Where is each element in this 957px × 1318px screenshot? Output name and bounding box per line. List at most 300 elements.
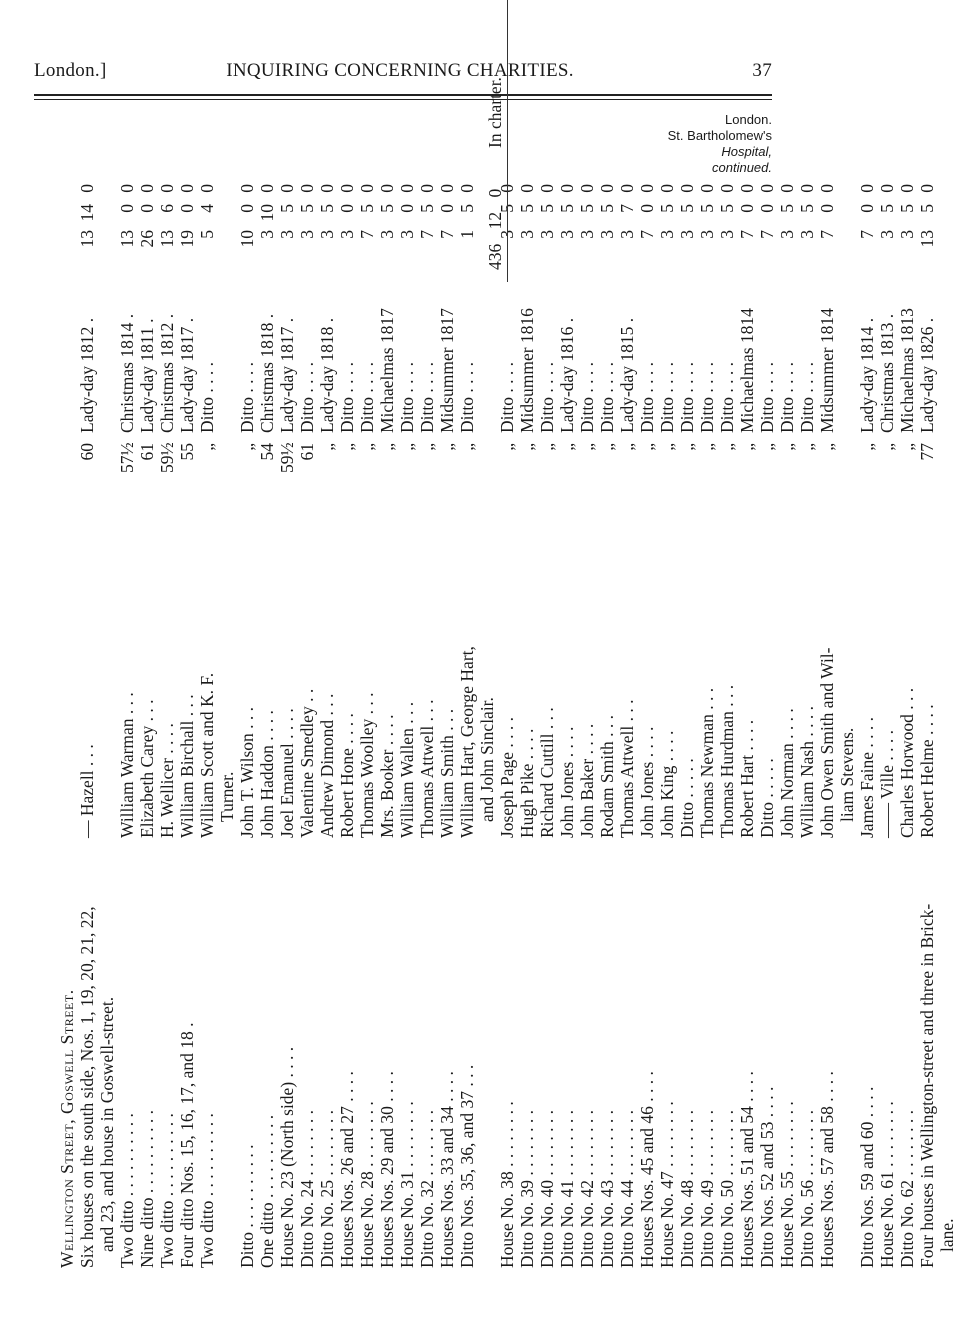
rent-pence-cell: 0	[617, 184, 637, 193]
rent-pounds-cell: 3	[777, 230, 797, 239]
lease-date-cell: Lady-day 1817 .	[277, 317, 297, 433]
table-row	[117, 68, 137, 1268]
lessee-cell: Valentine Smedley . .	[297, 688, 317, 838]
lease-date-cell: Ditto . . . .	[597, 362, 617, 433]
rent-pence-cell: 0	[597, 184, 617, 193]
table-row	[917, 68, 937, 1268]
table-row	[737, 68, 757, 1268]
premises-cell: Houses Nos. 45 and 46 . . . .	[637, 1071, 657, 1268]
term-cell: „	[757, 443, 777, 451]
rent-pounds-cell: 3	[797, 230, 817, 239]
table-row	[777, 68, 797, 1268]
term-cell: „	[637, 443, 657, 451]
lease-date-cell: Michaelmas 1813	[897, 308, 917, 433]
premises-cell: Two ditto . . . . . . . . . .	[197, 1113, 217, 1268]
term-cell: „	[437, 443, 457, 451]
rent-shillings-cell: 5	[357, 204, 377, 213]
table-row	[337, 68, 357, 1268]
lessee-cell: Joel Emanuel . . . .	[277, 708, 297, 838]
rent-shillings-cell: 5	[657, 204, 677, 213]
premises-cell: Wellington Street, Goswell Street.	[57, 989, 77, 1268]
rent-pence-cell: 0	[397, 184, 417, 193]
term-cell: „	[697, 443, 717, 451]
lessee-cell: John Haddon . . . .	[257, 710, 277, 838]
total-group	[485, 189, 506, 270]
term-cell: „	[877, 443, 897, 451]
rent-pounds-cell: 3	[317, 230, 337, 239]
rent-pounds-cell: 7	[817, 230, 837, 239]
rent-pounds-cell: 7	[857, 230, 877, 239]
lessee-cell: and John Sinclair.	[477, 697, 497, 822]
lessee-cell: Hugh Pike . . . .	[517, 728, 537, 838]
lessee-cell: John Norman . . . .	[777, 708, 797, 838]
rent-pence-cell: 0	[157, 184, 177, 193]
term-cell: 57½	[117, 442, 137, 473]
table-row	[617, 68, 637, 1268]
term-cell: „	[537, 443, 557, 451]
rent-shillings-cell: 0	[337, 204, 357, 213]
lessee-cell: Ditto . . . . .	[677, 758, 697, 838]
premises-cell: Ditto No. 24 . . . . . . . .	[297, 1110, 317, 1268]
rent-pence-cell: 0	[657, 184, 677, 193]
table-row	[697, 68, 717, 1268]
lessee-cell: Joseph Page . . . .	[497, 716, 517, 838]
lease-date-cell: Ditto . . . .	[397, 362, 417, 433]
lessee-cell: William Wallen . . .	[397, 701, 417, 838]
premises-cell: House No. 23 (North side) . . . .	[277, 1046, 297, 1268]
premises-cell: Ditto No. 56 . . . . . . . .	[797, 1110, 817, 1268]
lease-date-cell: Ditto . . . .	[237, 362, 257, 433]
lease-date-cell: Lady-day 1818 .	[317, 317, 337, 433]
rent-pence-cell: 0	[197, 184, 217, 193]
table-row	[397, 68, 417, 1268]
lessee-cell: Andrew Dimond . . .	[317, 693, 337, 838]
rent-shillings-cell: 0	[397, 204, 417, 213]
rent-pence-cell: 0	[537, 184, 557, 193]
table-row	[757, 68, 777, 1268]
term-cell: 54	[257, 443, 277, 461]
premises-cell: House No. 31 . . . . . . . .	[397, 1101, 417, 1268]
lessee-cell: John Baker . . . .	[577, 723, 597, 838]
rent-pounds-cell: 3	[897, 230, 917, 239]
rent-pence-cell: 0	[177, 184, 197, 193]
term-cell: 60	[77, 443, 97, 461]
lease-date-cell: Ditto . . . .	[577, 362, 597, 433]
premises-cell: Ditto No. 40 . . . . . . . .	[537, 1110, 557, 1268]
table-row	[677, 68, 697, 1268]
term-cell: „	[677, 443, 697, 451]
lease-date-cell: Ditto . . . .	[657, 362, 677, 433]
lease-date-cell: Lady-day 1812 .	[77, 317, 97, 433]
rent-pounds-cell: 3	[257, 230, 277, 239]
lease-date-cell: Ditto . . . .	[417, 362, 437, 433]
rent-pounds-cell: 7	[757, 230, 777, 239]
margin-note-line: Hospital,	[721, 144, 772, 159]
premises-cell: Ditto No. 50 . . . . . . . .	[717, 1110, 737, 1268]
rent-pence-cell: 0	[137, 184, 157, 193]
term-cell: 59½	[157, 442, 177, 473]
lease-date-cell: Ditto . . . .	[357, 362, 377, 433]
lease-date-cell: Midsummer 1817	[437, 308, 457, 433]
rent-shillings-cell: 10	[257, 204, 277, 222]
rent-pence-cell: 0	[377, 184, 397, 193]
lease-date-cell: Lady-day 1826 .	[917, 317, 937, 433]
term-cell: „	[817, 443, 837, 451]
margin-note-line: London.	[725, 112, 772, 127]
lessee-cell: Thomas Attwell . . .	[417, 699, 437, 838]
rent-pounds-cell: 7	[357, 230, 377, 239]
premises-cell: Two ditto . . . . . . . . . .	[157, 1113, 177, 1268]
rent-pounds-cell: 3	[597, 230, 617, 239]
lessee-cell: William Scott and K. F.	[197, 672, 217, 838]
rent-shillings-cell: 5	[897, 204, 917, 213]
premises-cell: House No. 38 . . . . . . . .	[497, 1101, 517, 1268]
table-row	[237, 68, 257, 1268]
charter-note: In charter.	[485, 77, 505, 148]
rent-shillings-cell: 5	[277, 204, 297, 213]
table-row	[657, 68, 677, 1268]
table-row	[417, 68, 437, 1268]
lessee-cell: Rodam Smith . . .	[597, 715, 617, 838]
margin-note-line: continued.	[712, 160, 772, 175]
rent-pence-cell: 0	[117, 184, 137, 193]
rent-pounds-cell: 3	[717, 230, 737, 239]
table-row	[357, 68, 377, 1268]
term-cell: „	[657, 443, 677, 451]
rent-pounds-cell: 26	[137, 230, 157, 248]
running-head-title: INQUIRING CONCERNING CHARITIES.	[226, 60, 574, 81]
premises-cell: Ditto No. 32 . . . . . . . .	[417, 1110, 437, 1268]
table-row	[297, 68, 317, 1268]
premises-cell: Houses Nos. 29 and 30 . . . .	[377, 1071, 397, 1268]
lease-date-cell: Michaelmas 1817	[377, 308, 397, 433]
premises-cell: Six houses on the south side, Nos. 1, 19, 20, 21, 22,	[77, 906, 97, 1268]
lessee-cell: William Hart, George Hart,	[457, 646, 477, 838]
premises-cell: House No. 55 . . . . . . . .	[777, 1101, 797, 1268]
rent-pence-cell: 0	[797, 184, 817, 193]
lessee-cell: Robert Helme . . . .	[917, 704, 937, 838]
table-row	[817, 68, 837, 1268]
rent-pounds-cell: 3	[877, 230, 897, 239]
premises-cell: One ditto . . . . . . . . . .	[257, 1114, 277, 1268]
table-row	[637, 68, 657, 1268]
term-cell: „	[777, 443, 797, 451]
rent-pence-cell: 0	[317, 184, 337, 193]
page-number: 37	[752, 60, 772, 81]
term-cell: „	[717, 443, 737, 451]
rent-pence-cell: 0	[497, 184, 517, 193]
premises-cell: Houses Nos. 26 and 27 . . . .	[337, 1071, 357, 1268]
table-row	[177, 68, 197, 1268]
total-pounds: 436	[485, 243, 505, 270]
premises-cell: Nine ditto . . . . . . . . . .	[137, 1110, 157, 1268]
table-row	[437, 68, 457, 1268]
rent-pounds-cell: 3	[657, 230, 677, 239]
lease-date-cell: Michaelmas 1814	[737, 308, 757, 433]
premises-cell: and 23, and house in Goswell-street.	[97, 996, 117, 1252]
rent-pence-cell: 0	[557, 184, 577, 193]
term-cell: „	[897, 443, 917, 451]
rent-shillings-cell: 0	[437, 204, 457, 213]
table-row	[877, 68, 897, 1268]
lease-date-cell: Christmas 1814 .	[117, 313, 137, 433]
term-cell: „	[557, 443, 577, 451]
lease-date-cell: Ditto . . . .	[297, 362, 317, 433]
rent-shillings-cell: 5	[297, 204, 317, 213]
table-row	[577, 68, 597, 1268]
rent-pounds-cell: 3	[677, 230, 697, 239]
premises-cell: Ditto No. 25 . . . . . . . .	[317, 1110, 337, 1268]
lessee-cell: Thomas Attwell . . .	[617, 699, 637, 838]
rent-pence-cell: 0	[677, 184, 697, 193]
premises-cell: Ditto . . . . . . . . . .	[237, 1144, 257, 1268]
premises-cell: Houses Nos. 57 and 58 . . . .	[817, 1071, 837, 1268]
premises-cell: Houses Nos. 51 and 54 . . . .	[737, 1071, 757, 1268]
section-heading-row	[57, 68, 77, 1268]
rent-shillings-cell: 5	[597, 204, 617, 213]
term-cell: „	[857, 443, 877, 451]
rent-pence-cell: 0	[357, 184, 377, 193]
table-row	[197, 68, 217, 1268]
premises-cell: Ditto Nos. 59 and 60 . . . .	[857, 1086, 877, 1268]
table-row	[277, 68, 297, 1268]
total-column	[57, 68, 737, 178]
rent-pounds-cell: 3	[397, 230, 417, 239]
term-cell: „	[457, 443, 477, 451]
lease-date-cell: Ditto . . . .	[777, 362, 797, 433]
rent-pence-cell: 0	[817, 184, 837, 193]
rent-pounds-cell: 7	[417, 230, 437, 239]
rent-pence-cell: 0	[717, 184, 737, 193]
table-row	[537, 68, 557, 1268]
table-row	[457, 68, 477, 1268]
rent-pence-cell: 0	[577, 184, 597, 193]
lease-date-cell: Ditto . . . .	[717, 362, 737, 433]
lease-date-cell: Midsummer 1814	[817, 308, 837, 433]
rent-pounds-cell: 7	[437, 230, 457, 239]
lessee-cell: Turner.	[217, 771, 237, 822]
rent-pounds-cell: 7	[637, 230, 657, 239]
lessee-cell: Thomas Hurdman . . .	[717, 684, 737, 838]
rent-pounds-cell: 19	[177, 230, 197, 248]
running-head-left: London.]	[34, 60, 107, 81]
table-row	[937, 68, 957, 1268]
premises-cell: Ditto No. 39 . . . . . . . .	[517, 1110, 537, 1268]
lease-date-cell: Lady-day 1815 .	[617, 317, 637, 433]
rent-pounds-cell: 3	[537, 230, 557, 239]
total-shillings: 12	[485, 211, 505, 230]
rent-pence-cell: 0	[697, 184, 717, 193]
lessee-cell: John Jones . . . .	[637, 726, 657, 838]
table-row	[557, 68, 577, 1268]
rent-pence-cell: 0	[517, 184, 537, 193]
rent-pence-cell: 0	[637, 184, 657, 193]
lessee-cell: James Faine . . . .	[857, 716, 877, 838]
term-cell: „	[577, 443, 597, 451]
lessee-cell: Mrs. Booker . . . .	[377, 714, 397, 838]
lessee-cell: Elizabeth Carey . . .	[137, 699, 157, 838]
rent-shillings-cell: 5	[777, 204, 797, 213]
premises-cell: Ditto No. 49 . . . . . . . .	[697, 1110, 717, 1268]
rent-shillings-cell: 4	[197, 204, 217, 213]
total-pence: 0	[485, 188, 505, 198]
table-row	[157, 68, 177, 1268]
rent-pounds-cell: 3	[617, 230, 637, 239]
rent-pence-cell: 0	[777, 184, 797, 193]
lease-date-cell: Ditto . . . .	[197, 362, 217, 433]
rent-shillings-cell: 0	[737, 204, 757, 213]
lessee-cell: liam Stevens.	[837, 727, 857, 822]
rent-pounds-cell: 3	[497, 230, 517, 239]
rent-pounds-cell: 13	[157, 230, 177, 248]
rent-pounds-cell: 13	[117, 230, 137, 248]
rent-pounds-cell: 3	[557, 230, 577, 239]
term-cell: 61	[297, 443, 317, 461]
table-row	[897, 68, 917, 1268]
lease-date-cell: Ditto . . . .	[497, 362, 517, 433]
premises-cell: Four houses in Wellington-street and three in Brick-	[917, 903, 937, 1268]
table-row	[717, 68, 737, 1268]
lease-date-cell: Ditto . . . .	[677, 362, 697, 433]
rent-pence-cell: 0	[417, 184, 437, 193]
lessee-cell: Robert Hone . . . .	[337, 713, 357, 838]
premises-cell: House No. 61 . . . . . . . .	[877, 1101, 897, 1268]
lease-date-cell: Christmas 1812 .	[157, 313, 177, 433]
rent-shillings-cell: 5	[877, 204, 897, 213]
table-row	[137, 68, 157, 1268]
lessee-cell: — Hazell . . .	[77, 744, 97, 838]
rent-shillings-cell: 0	[177, 204, 197, 213]
lessee-cell: Robert Hart . . . .	[737, 719, 757, 838]
term-cell: 59½	[277, 442, 297, 473]
rent-pounds-cell: 1	[457, 230, 477, 239]
rent-pence-cell: 0	[337, 184, 357, 193]
rent-shillings-cell: 5	[377, 204, 397, 213]
premises-cell: Four ditto Nos. 15, 16, 17, and 18 .	[177, 1022, 197, 1268]
rent-shillings-cell: 7	[617, 204, 637, 213]
rent-pounds-cell: 3	[277, 230, 297, 239]
table-row	[797, 68, 817, 1268]
rent-shillings-cell: 5	[797, 204, 817, 213]
term-cell: 77	[917, 443, 937, 461]
premises-cell: lane.	[937, 1218, 957, 1252]
term-cell: „	[197, 443, 217, 451]
lease-date-cell: Lady-day 1814 .	[857, 317, 877, 433]
table-row	[257, 68, 277, 1268]
rent-pence-cell: 0	[457, 184, 477, 193]
rent-shillings-cell: 5	[717, 204, 737, 213]
lessee-cell: Thomas Newman . . .	[697, 687, 717, 838]
lessee-cell: William Birchall . . .	[177, 694, 197, 838]
term-cell: „	[517, 443, 537, 451]
term-cell: 55	[177, 443, 197, 461]
rent-pounds-cell: 7	[737, 230, 757, 239]
rent-pence-cell: 0	[437, 184, 457, 193]
lease-date-cell: Ditto . . . .	[697, 362, 717, 433]
rent-pence-cell: 0	[737, 184, 757, 193]
lessee-cell: John King . . . .	[657, 730, 677, 838]
rent-shillings-cell: 5	[417, 204, 437, 213]
total-brace-line	[507, 0, 508, 282]
rent-shillings-cell: 0	[137, 204, 157, 213]
lessee-cell: William Warman . . .	[117, 692, 137, 838]
premises-cell: House No. 47 . . . . . . . .	[657, 1101, 677, 1268]
rent-pounds-cell: 3	[337, 230, 357, 239]
rent-pence-cell: 0	[237, 184, 257, 193]
premises-cell: House No. 28 . . . . . . . .	[357, 1101, 377, 1268]
table-row	[77, 68, 97, 1268]
lease-date-cell: Ditto . . . .	[797, 362, 817, 433]
premises-cell: Ditto No. 48 . . . . . . . .	[677, 1110, 697, 1268]
margin-note-line: St. Bartholomew's	[667, 128, 772, 143]
rent-shillings-cell: 0	[237, 204, 257, 213]
lessee-cell: John Jones . . . .	[557, 726, 577, 838]
lessee-cell: H. Wellicer . . . .	[157, 723, 177, 838]
rent-pounds-cell: 5	[197, 230, 217, 239]
table-row	[857, 68, 877, 1268]
rent-shillings-cell: 0	[757, 204, 777, 213]
lessee-cell: William Smith . . .	[437, 708, 457, 838]
term-cell: „	[237, 443, 257, 451]
rent-shillings-cell: 0	[637, 204, 657, 213]
term-cell: „	[317, 443, 337, 451]
rent-shillings-cell: 5	[517, 204, 537, 213]
lease-date-cell: Ditto . . . .	[337, 362, 357, 433]
rent-pounds-cell: 3	[697, 230, 717, 239]
table-row	[837, 68, 857, 1268]
rent-shillings-cell: 5	[577, 204, 597, 213]
lease-date-cell: Ditto . . . .	[757, 362, 777, 433]
term-cell: „	[397, 443, 417, 451]
rent-pounds-cell: 3	[517, 230, 537, 239]
rent-pounds-cell: 10	[237, 230, 257, 248]
rent-shillings-cell: 5	[497, 204, 517, 213]
term-cell: „	[337, 443, 357, 451]
term-cell: „	[377, 443, 397, 451]
lessee-cell: John T. Wilson . . .	[237, 706, 257, 838]
table-row	[517, 68, 537, 1268]
rent-shillings-cell: 0	[117, 204, 137, 213]
rent-pence-cell: 0	[857, 184, 877, 193]
lease-date-cell: Midsummer 1816	[517, 308, 537, 433]
rent-shillings-cell: 6	[157, 204, 177, 213]
table-row	[597, 68, 617, 1268]
rent-pounds-cell: 3	[577, 230, 597, 239]
lessee-cell: Ditto . . . . .	[757, 758, 777, 838]
lease-date-cell: Lady-day 1811 .	[137, 318, 157, 433]
rent-pounds-cell: 13	[77, 230, 97, 248]
term-cell: „	[357, 443, 377, 451]
term-cell: 61	[137, 443, 157, 461]
rent-shillings-cell: 5	[317, 204, 337, 213]
premises-cell: Ditto No. 43 . . . . . . . .	[597, 1110, 617, 1268]
lease-date-cell: Lady-day 1817 .	[177, 317, 197, 433]
premises-cell: Ditto Nos. 35, 36, and 37 . . .	[457, 1064, 477, 1268]
rent-pence-cell: 0	[77, 184, 97, 193]
table-row	[317, 68, 337, 1268]
lease-date-cell: Christmas 1818 .	[257, 313, 277, 433]
rent-pence-cell: 0	[757, 184, 777, 193]
rent-shillings-cell: 5	[457, 204, 477, 213]
premises-cell: Ditto Nos. 52 and 53 . . . .	[757, 1086, 777, 1268]
lessee-cell: William Nash . . . .	[797, 706, 817, 838]
term-cell: „	[597, 443, 617, 451]
term-cell: „	[417, 443, 437, 451]
rent-pounds-cell: 3	[297, 230, 317, 239]
table-row	[217, 68, 237, 1268]
rent-pence-cell: 0	[897, 184, 917, 193]
lease-date-cell: Ditto . . . .	[537, 362, 557, 433]
